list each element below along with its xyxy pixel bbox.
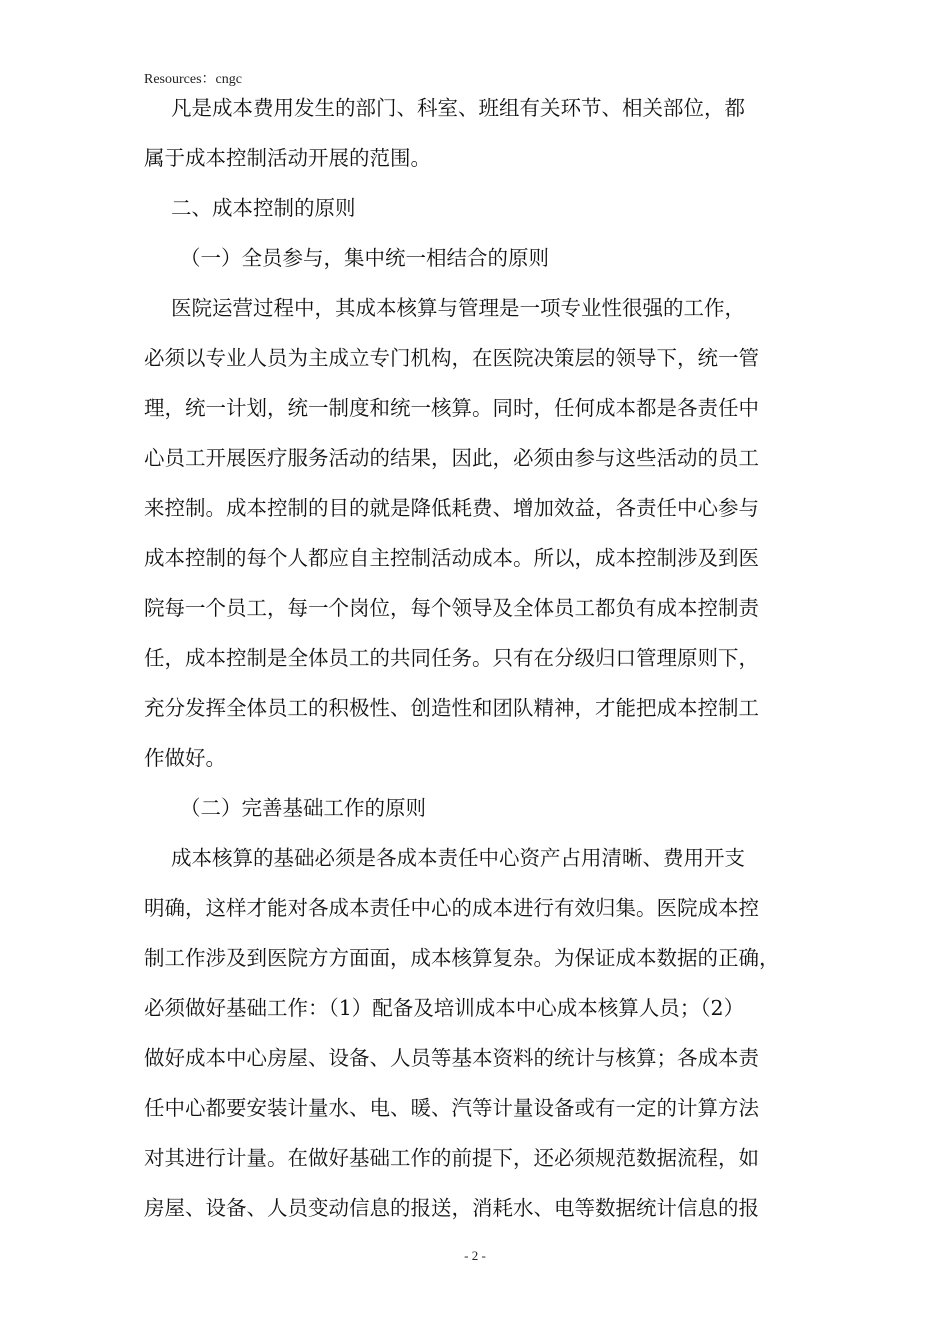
- paragraph-line: 作做好。: [144, 746, 226, 770]
- paragraph-line: 来控制。成本控制的目的就是降低耗费、增加效益，各责任中心参与: [144, 496, 759, 520]
- paragraph-line: 任中心都要安装计量水、电、暖、汽等计量设备或有一定的计算方法: [144, 1096, 759, 1120]
- paragraph-line: 凡是成本费用发生的部门、科室、班组有关环节、相关部位，都: [171, 96, 745, 120]
- paragraph-line: 医院运营过程中，其成本核算与管理是一项专业性很强的工作，: [171, 296, 745, 320]
- paragraph-line: 做好成本中心房屋、设备、人员等基本资料的统计与核算；各成本责: [144, 1046, 759, 1070]
- paragraph-line: 必须做好基础工作：（1）配备及培训成本中心成本核算人员；（2）: [144, 996, 745, 1020]
- paragraph-line: 心员工开展医疗服务活动的结果，因此，必须由参与这些活动的员工: [144, 446, 759, 470]
- paragraph-line: 房屋、设备、人员变动信息的报送，消耗水、电等数据统计信息的报: [144, 1196, 759, 1220]
- page-number: - 2 -: [464, 1248, 486, 1263]
- paragraph-line: 制工作涉及到医院方方面面，成本核算复杂。为保证成本数据的正确，: [144, 946, 780, 970]
- section-heading: 二、成本控制的原则: [171, 196, 356, 220]
- paragraph-line: 明确，这样才能对各成本责任中心的成本进行有效归集。医院成本控: [144, 896, 759, 920]
- paragraph-line: 属于成本控制活动开展的范围。: [144, 146, 431, 170]
- subsection-heading: （二）完善基础工作的原则: [180, 796, 426, 820]
- page-header: Resources：cngc: [144, 72, 242, 87]
- paragraph-line: 成本核算的基础必须是各成本责任中心资产占用清晰、费用开支: [171, 846, 745, 870]
- paragraph-line: 任，成本控制是全体员工的共同任务。只有在分级归口管理原则下，: [144, 646, 759, 670]
- paragraph-line: 院每一个员工，每一个岗位，每个领导及全体员工都负有成本控制责: [144, 596, 759, 620]
- paragraph-line: 成本控制的每个人都应自主控制活动成本。所以，成本控制涉及到医: [144, 546, 759, 570]
- paragraph-line: 理，统一计划，统一制度和统一核算。同时，任何成本都是各责任中: [144, 396, 759, 420]
- subsection-heading: （一）全员参与，集中统一相结合的原则: [180, 246, 549, 270]
- paragraph-line: 充分发挥全体员工的积极性、创造性和团队精神，才能把成本控制工: [144, 696, 759, 720]
- paragraph-line: 对其进行计量。在做好基础工作的前提下，还必须规范数据流程，如: [144, 1146, 759, 1170]
- paragraph-line: 必须以专业人员为主成立专门机构，在医院决策层的领导下，统一管: [144, 346, 759, 370]
